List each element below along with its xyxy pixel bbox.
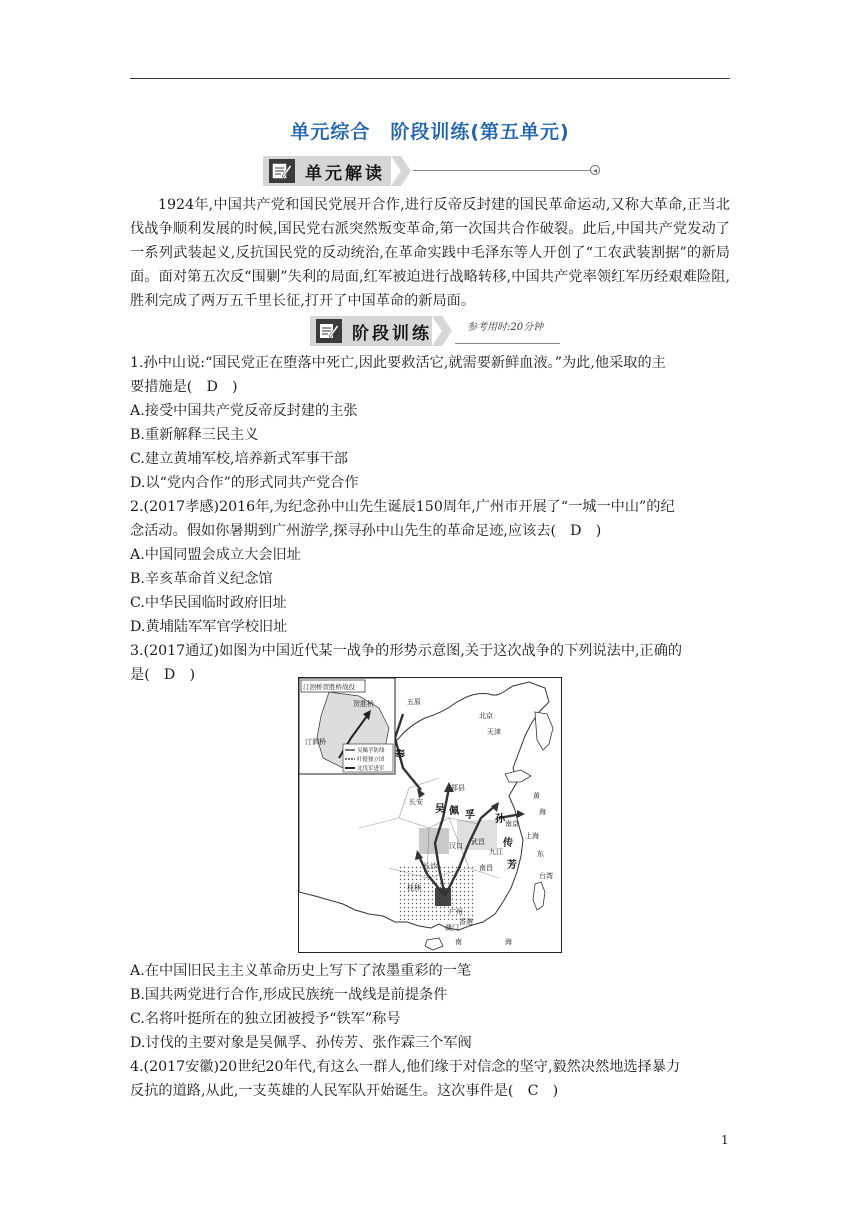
question-3-stem-line2: 是( D ) xyxy=(130,667,196,683)
legend-entry-1: 吴佩孚防线 xyxy=(357,748,385,754)
label-hai-yellow: 海 xyxy=(539,808,546,816)
legend-entry-3: 北伐军进军 xyxy=(357,766,385,772)
page-number: 1 xyxy=(721,1133,729,1147)
intro-text: 1924年,中国共产党和国民党展开合作,进行反帝反封建的国民革命运动,又称大革命,正当北伐战争顺利发展的时候,国民党右派突然叛变革命,第一次国共合作破裂。此后,中国共产党发动了一系列武装起义,反抗国民党的反动统治,在革命实践中毛泽东等人开创了“工农武装割据”的新局面。面对第五次反“围剿”失利的局面,红军被迫进行战略转移,中国共产党率领红军历经艰难险阻,胜利完成了两万五千里长征,打开了中国革命的新局面。 xyxy=(130,197,730,309)
taiwan-island xyxy=(533,882,545,910)
label-hai-south: 海 xyxy=(505,938,512,946)
banner-rule xyxy=(413,170,591,171)
header-rule xyxy=(130,78,730,79)
question-1-stem-line1: 1.孙中山说:“国民党正在堕落中死亡,因此要救活它,就需要新鲜血液。”为此,他采取的主 xyxy=(130,355,666,371)
label-fu: 孚 xyxy=(465,810,475,821)
wu-peifu-zone xyxy=(419,828,449,854)
question-2-stem-line2: 念活动。假如你暑期到广州游学,探寻孙中山先生的革命足迹,应该去( D ) xyxy=(130,523,602,539)
banner-tab xyxy=(263,156,391,186)
question-3-option-b: B.国共两党进行合作,形成民族统一战线是前提条件 xyxy=(130,987,448,1003)
label-changan: 长安 xyxy=(409,798,423,806)
label-nanjing: 南京 xyxy=(505,820,519,828)
question-1-option-a: A.接受中国共产党反帝反封建的主张 xyxy=(130,403,358,419)
label-hankou: 汉口 xyxy=(449,842,463,850)
label-nan: 南 xyxy=(455,938,462,946)
question-4-stem-line1: 4.(2017安徽)20世纪20年代,有这么一群人,他们缘于对信念的坚守,毅然决然地选择暴力 xyxy=(130,1059,681,1075)
question-3-option-a: A.在中国旧民主主义革命历史上写下了浓墨重彩的一笔 xyxy=(130,963,472,979)
question-2-option-c: C.中华民国临时政府旧址 xyxy=(130,595,287,611)
banner-tab xyxy=(310,316,432,346)
chevron-decoration-icon xyxy=(391,156,413,186)
hainan-island xyxy=(425,938,443,950)
pencil-note-icon xyxy=(316,319,342,343)
label-dong: 东 xyxy=(537,850,544,858)
banner-label: 单元解读 xyxy=(305,163,385,184)
label-changsha: 长沙 xyxy=(423,862,437,870)
unit-intro-paragraph xyxy=(130,193,730,313)
label-tianjin: 天津 xyxy=(487,728,501,736)
inset-label-tingsi: 汀泗桥 xyxy=(305,738,326,746)
label-feng: 奉 xyxy=(395,750,405,761)
northern-expedition-map xyxy=(298,677,562,953)
label-guilin: 桂林 xyxy=(407,884,421,892)
section-banner-unit-reading xyxy=(263,156,603,186)
inset-label-hesheng: 贺胜桥 xyxy=(353,700,374,708)
label-aomen: 澳门 xyxy=(445,924,459,932)
question-2-stem-line1: 2.(2017孝感)2016年,为纪念孙中山先生诞辰150周年,广州市开展了“一城一中山”的纪 xyxy=(130,499,675,515)
label-beijing: 北京 xyxy=(479,712,493,720)
arrow-circle-icon: ◂ xyxy=(590,165,600,175)
label-guangzhou: 广州 xyxy=(449,908,463,916)
banner-label: 阶段训练 xyxy=(352,323,432,344)
question-1-stem-line2: 要措施是( D ) xyxy=(130,379,238,395)
label-fang: 芳 xyxy=(507,860,517,871)
label-pei: 佩 xyxy=(449,806,459,817)
page-title: 单元综合 阶段训练(第五单元) xyxy=(290,121,570,143)
label-chuan: 传 xyxy=(503,838,513,849)
korea-peninsula xyxy=(535,712,553,750)
inset-title: 汀泗桥贺胜桥战役 xyxy=(303,683,355,691)
legend-entry-2: 叶挺独立团 xyxy=(357,757,385,763)
question-2-option-a: A.中国同盟会成立大会旧址 xyxy=(130,547,301,563)
label-shanghai: 上海 xyxy=(525,832,539,840)
label-huang: 黄 xyxy=(533,792,540,800)
label-wu: 吴 xyxy=(435,804,445,815)
label-wuchang: 武昌 xyxy=(471,838,485,846)
label-zhengxian: 郑县 xyxy=(451,784,465,792)
label-wuyuan: 五原 xyxy=(407,698,421,706)
reference-time: 参考用时:20分钟 xyxy=(467,322,544,333)
question-3-option-c: C.名将叶挺所在的独立团被授予“铁军”称号 xyxy=(130,1011,401,1027)
label-jiujiang: 九江 xyxy=(489,848,503,856)
question-3-stem-line1: 3.(2017通辽)如图为中国近代某一战争的形势示意图,关于这次战争的下列说法中,正确的 xyxy=(130,643,683,659)
label-nanchang: 南昌 xyxy=(479,864,493,872)
label-taiwan: 台湾 xyxy=(539,872,553,880)
question-1-option-d: D.以“党内合作”的形式同共产党合作 xyxy=(130,475,359,491)
question-3-option-d: D.讨伐的主要对象是吴佩孚、孙传芳、张作霖三个军阀 xyxy=(130,1035,472,1051)
pencil-note-icon xyxy=(269,159,295,183)
question-2-option-b: B.辛亥革命首义纪念馆 xyxy=(130,571,273,587)
label-sun: 孙 xyxy=(495,814,505,825)
question-1-option-b: B.重新解释三民主义 xyxy=(130,427,259,443)
question-2-option-d: D.黄埔陆军军官学校旧址 xyxy=(130,619,288,635)
question-4-stem-line2: 反抗的道路,从此,一支英雄的人民军队开始诞生。这次事件是( C ) xyxy=(130,1083,559,1099)
question-1-option-c: C.建立黄埔军校,培养新式军事干部 xyxy=(130,451,348,467)
chevron-decoration-icon xyxy=(432,316,454,346)
label-xianggang: 香港 xyxy=(459,918,473,926)
banner-rule xyxy=(455,343,560,344)
